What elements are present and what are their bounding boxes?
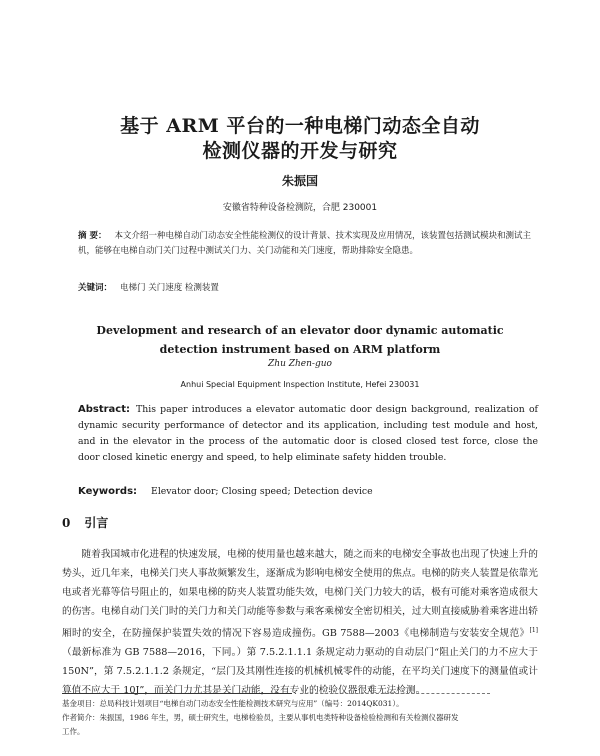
- keywords-cn-text: 电梯门 关门速度 检测装置: [120, 283, 219, 293]
- keywords-en: [78, 486, 373, 497]
- section-number: 0: [62, 516, 71, 530]
- title-cn-line2: 检测仪器的开发与研究: [202, 140, 398, 162]
- affiliation-cn: 安徽省特种设备检测院，合肥 230001: [222, 203, 378, 213]
- keywords-en-text: Elevator door; Closing speed; Detection device: [151, 486, 373, 497]
- keywords-cn-label: 关键词：: [78, 283, 113, 293]
- citation-ref[interactable]: [1]: [529, 627, 538, 634]
- title-en-line1: Development and research of an elevator door dynamic automatic: [96, 324, 504, 337]
- abstract-en-text: This paper introduces a elevator automatic door design background, realization of dynamic security performance of detector and its application, including test module and host, and in the elevator in the process of the automatic door is closed closed test force, close the door closed kinetic energy and speed, to help eliminate safety hidden trouble.: [78, 404, 538, 463]
- keywords-en-label: Keywords:: [78, 486, 138, 497]
- body-paragraph: [62, 545, 538, 700]
- footnote-divider: [62, 693, 292, 694]
- title-en-line2: detection instrument based on ARM platform: [159, 343, 441, 356]
- section-title: 引言: [84, 516, 109, 530]
- body-text-part1: 随着我国城市化进程的快速发展，电梯的使用量也越来越大，随之而来的电梯安全事故也出现了快速上升的势头，近几年来，电梯关门夹人事故频繁发生，逐渐成为影响电梯安全使用的焦点。电梯的防夹人装置是依靠光电或者光幕等信号阻止的，如果电梯的防夹人装置功能失效，电梯门关门力较大的话，极有可能对乘客造成很大的伤害。电梯自动门关门时的关门力和关门动能等参数与乘客乘梯安全密切相关，过大则直接威胁着乘客进出轿厢时的安全，在防撞保护装置失效的情况下容易造成撞伤。GB 7588—2003《电梯制造与安装安全规范》: [62, 549, 538, 640]
- abstract-cn-text: 本文介绍一种电梯自动门动态安全性能检测仪的设计背景、技术实现及应用情况，该装置包括测试模块和测试主机，能够在电梯自动门关门过程中测试关门力、关门动能和关门速度，帮助排除安全隐患。: [78, 231, 531, 256]
- footnote-divider-dashed: [300, 693, 490, 694]
- affiliation-en: Anhui Special Equipment Inspection Institute, Hefei 230031: [180, 380, 420, 389]
- abstract-cn-label: 摘 要：: [78, 231, 107, 241]
- footnote-fund: 基金项目：总局科技计划项目“电梯自动门动态安全性能检测技术研究与应用”（编号：2014QK031）。: [62, 699, 404, 708]
- footnote-author-intro: 作者简介：朱振国，1986 年生，男，硕士研究生，电梯检验员，主要从事机电类特种设备检验检测和有关检测仪器研发: [62, 713, 459, 722]
- abstract-en: [78, 402, 538, 466]
- abstract-cn: [78, 229, 536, 259]
- section-heading: [62, 514, 108, 531]
- author-cn: 朱振国: [281, 174, 318, 188]
- author-en: Zhu Zhen-guo: [268, 359, 332, 369]
- body-text-part2: （最新标准为 GB 7588—2016，下同。）第 7.5.2.1.1.1 条规定动力驱动的自动层门“阻止关门的力不应大于 150N”，第 7.5.2.1.1.2 条规定，“层门及其刚性连接的机械机械零件的动能，在平均关门速度下的测量值或计算值不应大于 10J”，而关门力尤其是关门动能，没有专业的检验仪器很难无法检测。: [62, 647, 538, 697]
- keywords-cn: [78, 281, 219, 293]
- title-cn-line1: 基于 ARM 平台的一种电梯门动态全自动: [120, 115, 480, 137]
- footnote-author-intro-cont: 工作。: [62, 727, 85, 736]
- abstract-en-label: Abstract:: [78, 404, 131, 415]
